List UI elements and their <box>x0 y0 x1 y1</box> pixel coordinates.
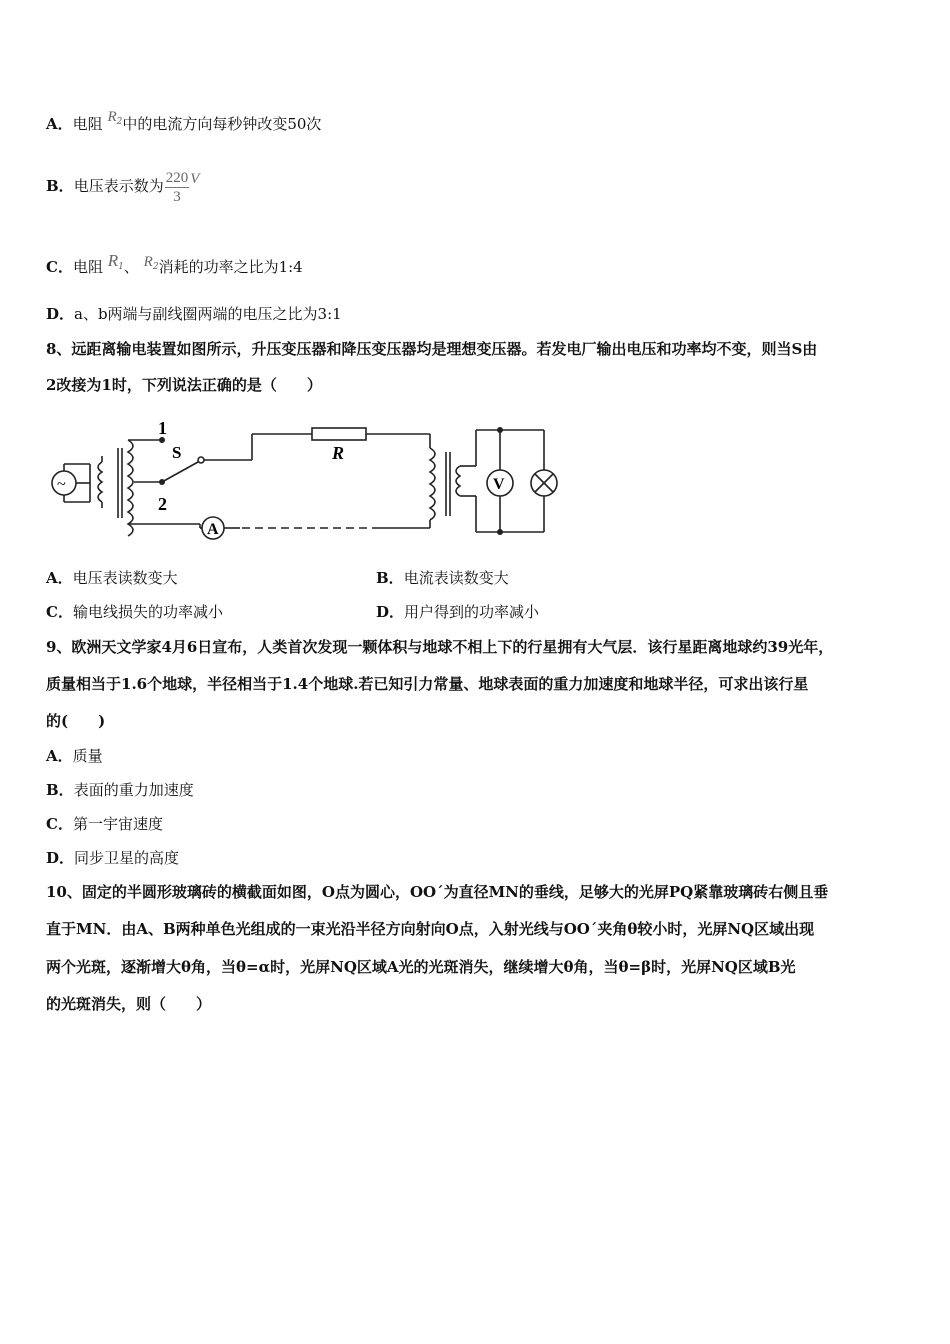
option-text-post: 消耗的功率之比为1:4 <box>158 258 303 276</box>
q7-option-d <box>46 303 342 325</box>
label-1: 1 <box>158 418 167 438</box>
option-label: C． <box>46 258 73 276</box>
option-label: A． <box>46 115 73 133</box>
q9-option-c <box>46 813 163 835</box>
option-label: A． <box>46 747 73 765</box>
q9-stem-line2: 质量相当于1.6个地球，半径相当于1.4个地球.若已知引力常量、地球表面的重力加速度和地球半径，可求出该行星 <box>46 675 809 693</box>
secondary-coil <box>128 440 133 536</box>
option-text-pre: 电阻 <box>72 115 103 133</box>
q8-option-c <box>46 601 223 623</box>
math-var: R <box>107 109 117 125</box>
option-label: D． <box>46 305 75 323</box>
label-ac: ~ <box>57 476 66 493</box>
label-a: A <box>207 521 219 538</box>
switch-s <box>162 462 198 482</box>
option-text: 电压表读数变大 <box>72 569 178 587</box>
option-text: a、b两端与副线圈两端的电压之比为3:1 <box>74 305 342 323</box>
math-unit: V <box>190 171 200 187</box>
q8-circuit-diagram <box>40 412 570 547</box>
option-text-pre: 电压表示数为 <box>73 177 164 195</box>
q8-option-b <box>376 567 509 589</box>
option-label: C． <box>46 815 73 833</box>
option-text-pre: 电阻 <box>72 258 103 276</box>
label-2: 2 <box>158 494 167 514</box>
q9-option-d <box>46 847 179 869</box>
option-text: 输电线损失的功率减小 <box>72 603 223 621</box>
q7-option-c <box>46 251 303 284</box>
option-text: 第一宇宙速度 <box>72 815 163 833</box>
q8-stem-line2: 2改接为1时，下列说法正确的是（ ） <box>46 376 322 394</box>
math-sub: 2 <box>116 117 123 127</box>
option-label: D． <box>46 849 75 867</box>
option-label: D． <box>376 603 405 621</box>
option-text: 同步卫星的高度 <box>74 849 180 867</box>
q9-stem-line1: 9、欧洲天文学家4月6日宣布，人类首次发现一颗体积与地球不相上下的行星拥有大气层．该行星距离地球约39光年， <box>46 638 834 656</box>
option-text: 用户得到的功率减小 <box>404 603 540 621</box>
q10-stem-line1: 10、固定的半圆形玻璃砖的横截面如图，O点为圆心，OO´为直径MN的垂线，足够大的光屏PQ紧靠玻璃砖右侧且垂 <box>46 883 829 901</box>
fraction-numerator: 220 <box>165 169 189 186</box>
label-v: V <box>493 476 505 493</box>
separator: 、 <box>123 258 139 276</box>
q8-option-a <box>46 567 178 589</box>
primary-coil <box>98 462 102 502</box>
resistor-r <box>312 428 366 440</box>
q9-stem-line3: 的( ) <box>46 712 106 730</box>
option-text: 电流表读数变大 <box>403 569 509 587</box>
option-label: C． <box>46 603 73 621</box>
q10-stem-line2: 直于MN．由A、B两种单色光组成的一束光沿半径方向射向O点，入射光线与OO´夹角θ较小时，光屏NQ区域出现 <box>46 920 815 938</box>
q7-option-a <box>46 109 322 141</box>
q8-option-d <box>376 601 539 623</box>
q10-stem-line3: 两个光斑，逐渐增大θ角，当θ=α时，光屏NQ区域A光的光斑消失，继续增大θ角，当θ=β时，光屏NQ区域B光 <box>46 958 796 976</box>
option-text-post: 中的电流方向每秒钟改变50次 <box>122 115 322 133</box>
option-text: 质量 <box>72 747 103 765</box>
q9-option-a <box>46 745 103 767</box>
math-sub: 2 <box>152 262 159 272</box>
label-s: S <box>172 443 182 462</box>
option-text: 表面的重力加速度 <box>73 781 194 799</box>
option-label: B． <box>46 177 74 195</box>
q7-option-b <box>46 168 199 206</box>
option-label: A． <box>46 569 73 587</box>
math-var: R <box>143 254 153 270</box>
q8-stem-line1: 8、远距离输电装置如图所示，升压变压器和降压变压器均是理想变压器。若发电厂输出电压和功率均不变，则当S由 <box>46 340 818 358</box>
fraction-denominator: 3 <box>173 188 181 205</box>
label-r: R <box>332 443 345 463</box>
option-label: B． <box>46 781 74 799</box>
math-sub: 1 <box>118 262 124 272</box>
q10-stem-line4: 的光斑消失，则（ ） <box>46 995 212 1013</box>
option-label: B． <box>376 569 404 587</box>
fraction <box>165 169 190 206</box>
q9-option-b <box>46 779 194 801</box>
stepdown-secondary-coil <box>456 466 460 496</box>
math-var: R <box>107 251 119 270</box>
stepdown-primary-coil <box>430 448 435 520</box>
